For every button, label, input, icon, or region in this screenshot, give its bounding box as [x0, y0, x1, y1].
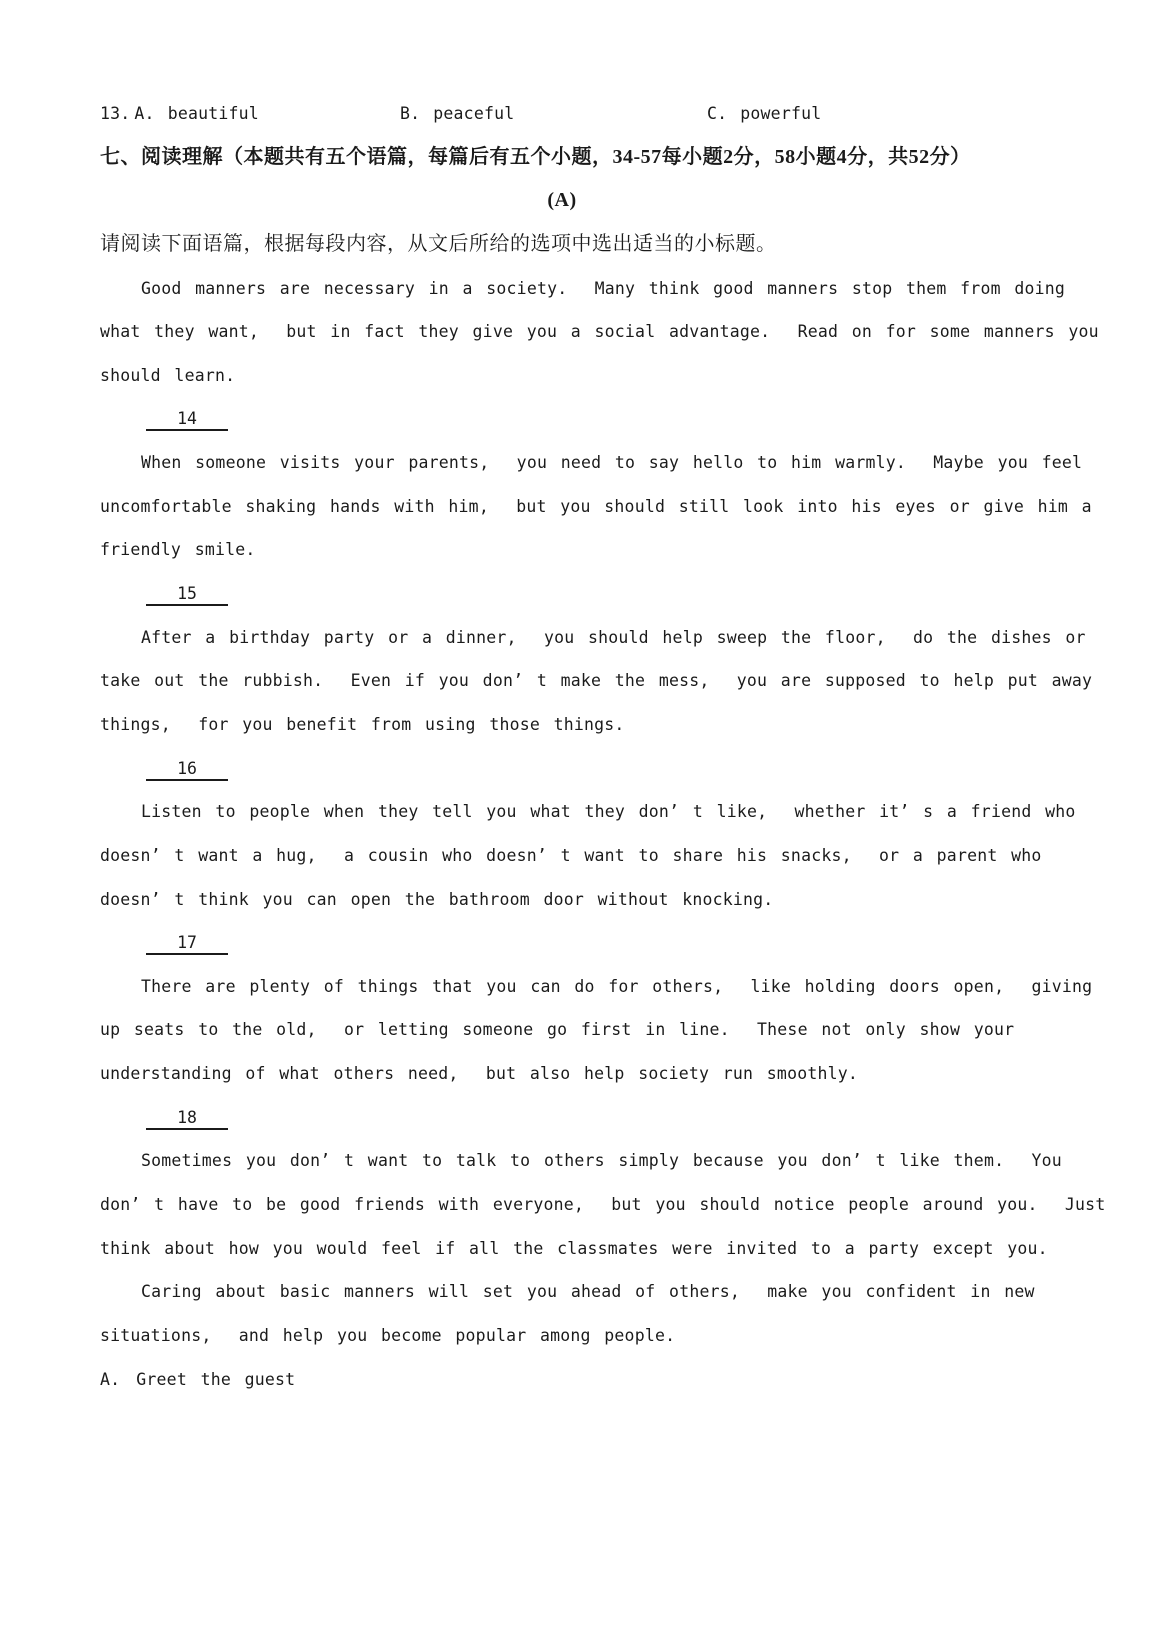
intro-line: what they want, but in fact they give you a social advantage. Read on for some manners you [100, 322, 1099, 342]
blank-14: 14 [146, 409, 228, 431]
intro-line: should learn. [100, 365, 236, 385]
paragraph-15-line: take out the rubbish. Even if you don’ t make the mess, you are supposed to help put away [100, 671, 1093, 691]
passage-instructions: 请阅读下面语篇，根据每段内容，从文后所给的选项中选出适当的小标题。 [100, 232, 777, 255]
paragraph-17-line: up seats to the old, or letting someone go first in line. These not only show your [100, 1020, 1015, 1040]
question-13-option-c [707, 104, 821, 123]
paragraph-18-line: Sometimes you don’ t want to talk to others simply because you don’ t like them. You [141, 1151, 1062, 1171]
blank-line-14 [100, 397, 1098, 441]
paragraph-17-line: understanding of what others need, but also help society run smoothly. [100, 1064, 859, 1084]
paragraph-18-line: think about how you would feel if all the classmates were invited to a party except you. [100, 1238, 1048, 1258]
blank-16: 16 [146, 759, 228, 781]
blank-line-17 [100, 921, 1098, 965]
heading-option-a-label: A. [100, 1369, 121, 1389]
option-c-text: powerful [740, 104, 822, 123]
option-b-label: B. [400, 104, 421, 123]
paragraph-14-line: When someone visits your parents, you need to say hello to him warmly. Maybe you feel [141, 453, 1083, 473]
closing-line: Caring about basic manners will set you ahead of others, make you confident in new [141, 1282, 1035, 1302]
paragraph-16-line: doesn’ t want a hug, a cousin who doesn’ t want to share his snacks, or a parent who [100, 845, 1042, 865]
blank-line-18 [100, 1096, 1098, 1140]
paragraph-18-line: don’ t have to be good friends with everyone, but you should notice people around you. Just [100, 1195, 1106, 1215]
question-13-row [100, 92, 1098, 136]
paragraph-16-line: doesn’ t think you can open the bathroom door without knocking. [100, 889, 774, 909]
question-13-option-b [400, 92, 707, 136]
section-heading: 七、阅读理解（本题共有五个语篇，每篇后有五个小题，34-57每小题2分，58小题4分，共52分） [100, 145, 971, 168]
heading-option-a-text: Greet the guest [136, 1369, 296, 1389]
paragraph-15-line: things, for you benefit from using those things. [100, 714, 625, 734]
paragraph-17-line: There are plenty of things that you can do for others, like holding doors open, giving [141, 976, 1093, 996]
option-a-label: A. [134, 104, 155, 123]
blank-15: 15 [146, 584, 228, 606]
blank-line-15 [100, 572, 1098, 616]
blank-18: 18 [146, 1108, 228, 1130]
blank-line-16 [100, 747, 1098, 791]
paragraph-15-line: After a birthday party or a dinner, you should help sweep the floor, do the dishes or [141, 627, 1086, 647]
paragraph-16-line: Listen to people when they tell you what they don’ t like, whether it’ s a friend who [141, 802, 1076, 822]
intro-line: Good manners are necessary in a society. Many think good manners stop them from doing [141, 278, 1066, 298]
option-b-text: peaceful [433, 104, 515, 123]
paragraph-14-line: friendly smile. [100, 540, 256, 560]
closing-line: situations, and help you become popular among people. [100, 1325, 676, 1345]
question-13-number: 13. [100, 104, 131, 123]
blank-17: 17 [146, 933, 228, 955]
paragraph-14-line: uncomfortable shaking hands with him, but you should still look into his eyes or give him a [100, 496, 1092, 516]
passage-label: (A) [547, 189, 577, 212]
heading-option-a-row [100, 1358, 1098, 1402]
option-c-label: C. [707, 104, 728, 123]
question-13-option-a [100, 92, 400, 136]
option-a-text: beautiful [167, 104, 259, 123]
